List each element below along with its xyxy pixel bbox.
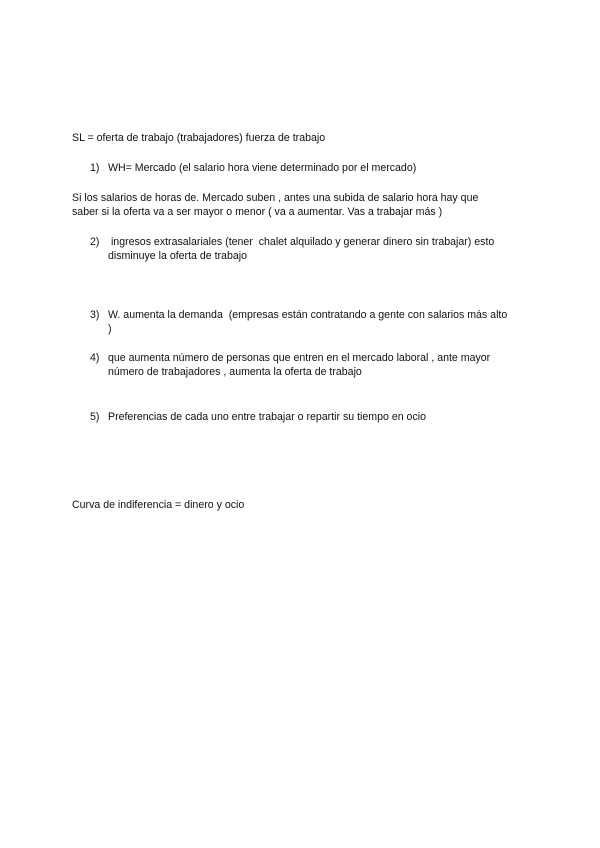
list-number: 4): [90, 352, 100, 364]
list-text: Preferencias de cada uno entre trabajar o repartir su tiempo en ocio: [108, 411, 426, 423]
paragraph: [72, 191, 512, 219]
list-text: [108, 308, 533, 336]
list-text-line-2: disminuye la oferta de trabajo: [108, 250, 247, 262]
paragraph-line-1: Si los salarios de horas de. Mercado suben , antes una subida de salario hora hay que: [72, 192, 479, 204]
footer-line: Curva de indiferencia = dinero y ocio: [72, 499, 245, 511]
paragraph-line-2: saber si la oferta va a ser mayor o menor ( va a aumentar. Vas a trabajar más ): [72, 206, 443, 218]
list-text-line-1: que aumenta número de personas que entren en el mercado laboral , ante mayor: [108, 352, 491, 364]
list-number: 1): [90, 162, 100, 174]
list-text: WH= Mercado (el salario hora viene determinado por el mercado): [108, 162, 417, 174]
heading-line: SL = oferta de trabajo (trabajadores) fuerza de trabajo: [72, 132, 326, 144]
list-text: [108, 351, 533, 379]
list-text-line-1: W. aumenta la demanda (empresas están contratando a gente con salarios más alto: [108, 309, 508, 321]
list-text-line-1: ingresos extrasalariales (tener chalet alquilado y generar dinero sin trabajar) esto: [108, 236, 495, 248]
list-text-line-2: ): [108, 323, 112, 335]
list-number: 5): [90, 411, 100, 423]
list-number: 3): [90, 309, 100, 321]
list-text-line-2: número de trabajadores , aumenta la oferta de trabajo: [108, 366, 362, 378]
list-text: [108, 235, 533, 263]
list-number: 2): [90, 236, 100, 248]
